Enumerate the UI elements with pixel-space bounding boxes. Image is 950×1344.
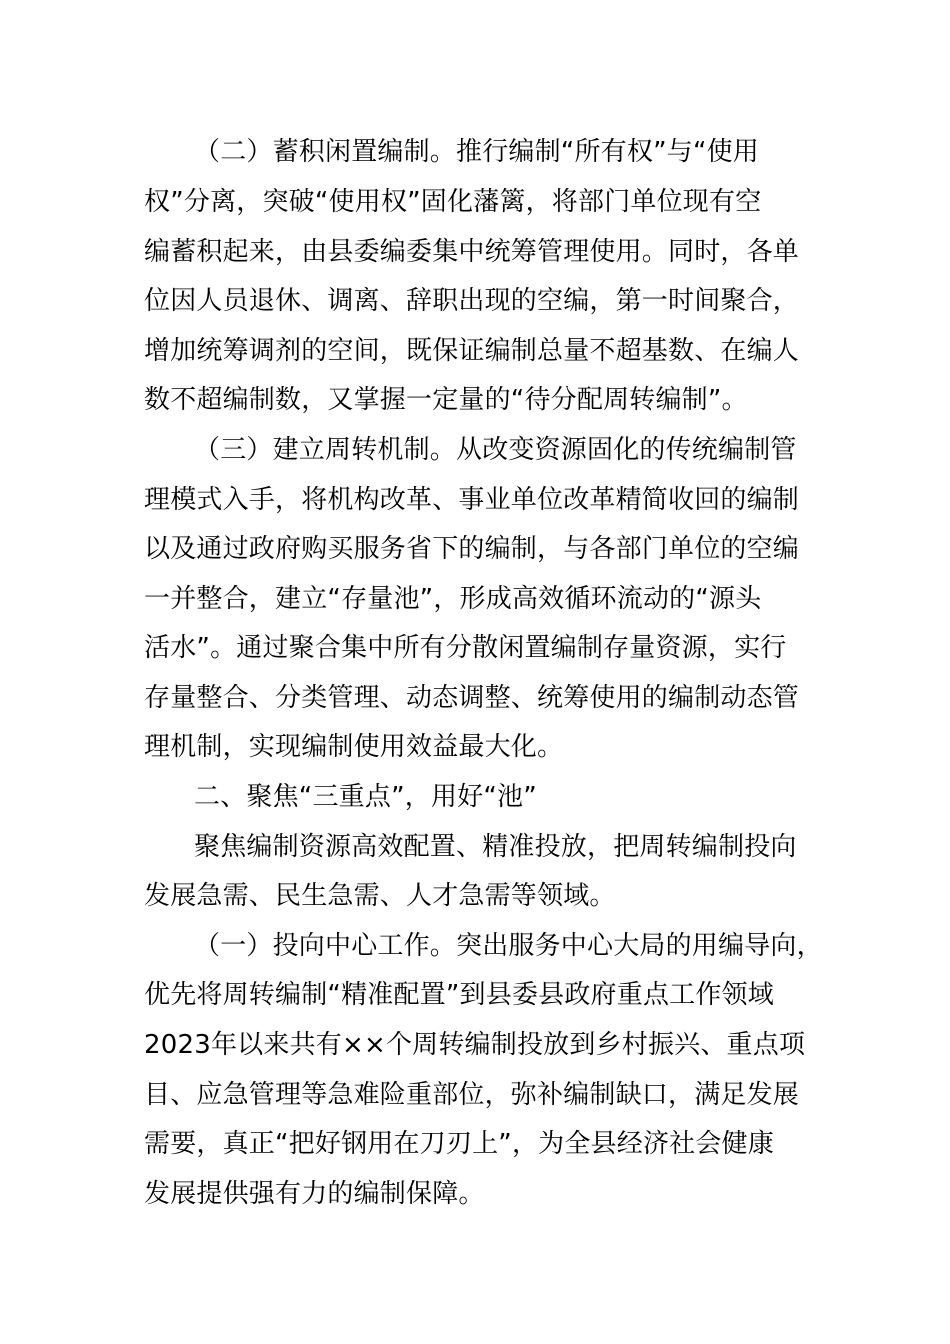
- paragraph-line: 存量整合、分类管理、动态调整、统筹使用的编制动态管: [144, 683, 800, 713]
- paragraph-line: 发展提供强有力的编制保障。: [144, 1179, 485, 1209]
- paragraph-line: 聚焦编制资源高效配置、精准投放，把周转编制投向: [194, 832, 797, 862]
- paragraph-line: 理机制，实现编制使用效益最大化。: [144, 732, 564, 762]
- paragraph-line: 理模式入手，将机构改革、事业单位改革精简收回的编制: [144, 485, 800, 515]
- paragraph-line: （一）投向中心工作。突出服务中心大局的用编导向，: [194, 931, 823, 961]
- section-heading: 二、聚焦“三重点”，用好“池”: [194, 782, 537, 812]
- paragraph-line: 编蓄积起来，由县委编委集中统筹管理使用。同时，各单: [144, 237, 800, 267]
- paragraph-line: 权”分离，突破“使用权”固化藩篱，将部门单位现有空: [144, 187, 762, 217]
- paragraph-line: （二）蓄积闲置编制。推行编制“所有权”与“使用: [194, 137, 760, 167]
- paragraph-line: 2023年以来共有××个周转编制投放到乡村振兴、重点项: [144, 1030, 806, 1060]
- paragraph-line: 活水”。通过聚合集中所有分散闲置编制存量资源，实行: [144, 633, 787, 663]
- paragraph-line: 发展急需、民生急需、人才急需等领域。: [144, 881, 616, 911]
- paragraph-line: 位因人员退休、调离、辞职出现的空编，第一时间聚合，: [144, 286, 800, 316]
- paragraph-line: 增加统筹调剂的空间，既保证编制总量不超基数、在编人: [144, 336, 800, 366]
- paragraph-line: 优先将周转编制“精准配置”到县委县政府重点工作领域: [144, 980, 774, 1010]
- paragraph-line: （三）建立周转机制。从改变资源固化的传统编制管: [194, 435, 797, 465]
- paragraph-line: 以及通过政府购买服务省下的编制，与各部门单位的空编: [144, 534, 800, 564]
- paragraph-line: 数不超编制数，又掌握一定量的“待分配周转编制”。: [144, 385, 748, 415]
- paragraph-line: 目、应急管理等急难险重部位，弥补编制缺口，满足发展: [144, 1080, 800, 1110]
- paragraph-line: 一并整合，建立“存量池”，形成高效循环流动的“源头: [144, 584, 762, 614]
- paragraph-line: 需要，真正“把好钢用在刀刃上”，为全县经济社会健康: [144, 1129, 774, 1159]
